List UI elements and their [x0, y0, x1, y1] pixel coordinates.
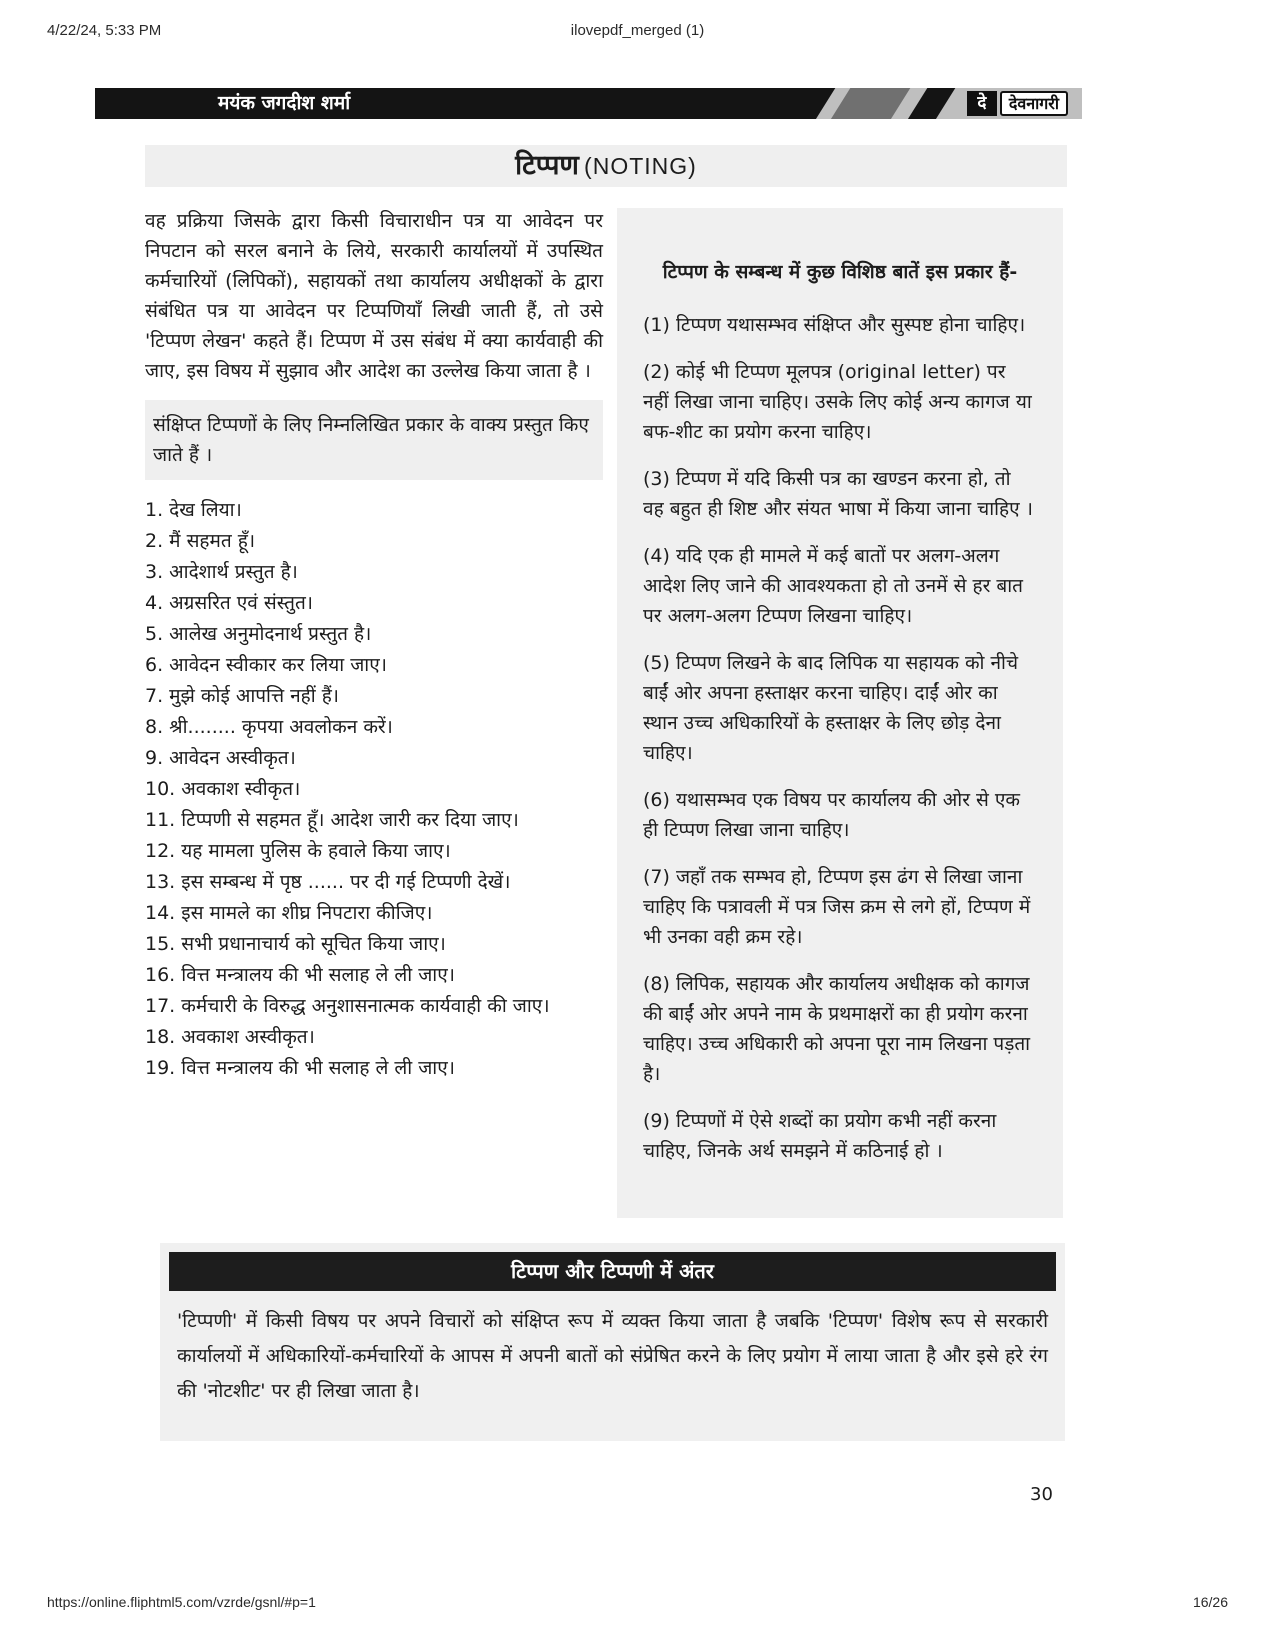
- list-item: 15. सभी प्रधानाचार्य को सूचित किया जाए।: [145, 933, 446, 955]
- difference-box: [160, 1243, 1065, 1441]
- author-name: मयंक जगदीश शर्मा: [218, 92, 351, 114]
- chapter-title-bar: [145, 145, 1067, 187]
- print-document-title: ilovepdf_merged (1): [570, 22, 705, 39]
- special-points-heading: टिप्पण के सम्बन्ध में कुछ विशिष्ठ बातें इस प्रकार हैं-: [662, 261, 1018, 283]
- note-point: (4) यदि एक ही मामले में कई बातों पर अलग-अलग आदेश लिए जाने की आवश्यकता हो तो उनमें से हर बात पर अलग-अलग टिप्पण लिखना चाहिए।: [643, 545, 1024, 627]
- note-point: (6) यथासम्भव एक विषय पर कार्यालय की ओर से एक ही टिप्पण लिखा जाना चाहिए।: [643, 789, 1020, 841]
- note-point: (9) टिप्पणों में ऐसे शब्दों का प्रयोग कभी नहीं करना चाहिए, जिनके अर्थ समझने में कठिनाई हो ।: [643, 1110, 997, 1162]
- intro-paragraph: वह प्रक्रिया जिसके द्वारा किसी विचाराधीन पत्र या आवेदन पर निपटान को सरल बनाने के लिये, सरकारी कार्यालयों में उपस्थित कर्मचारियों (लिपिकों), सहायकों तथा कार्यालय अधीक्षकों के द्वारा संबंधित पत्र या आवेदन पर टिप्पणियाँ लिखी जाती हैं, तो उसे 'टिप्पण लेखन' कहते हैं। टिप्पण में उस संबंध में क्या कार्यवाही की जाए, इस विषय में सुझाव और आदेश का उल्लेख किया जाता है ।: [145, 210, 603, 382]
- brand-bar-gray-stripe: [826, 88, 914, 119]
- devanagari-logo-icon: दे: [967, 91, 997, 116]
- note-point: (3) टिप्पण में यदि किसी पत्र का खण्डन करना हो, तो वह बहुत ही शिष्ट और संयत भाषा में किया जाना चाहिए ।: [643, 468, 1033, 520]
- list-item: 5. आलेख अनुमोदनार्थ प्रस्तुत है।: [145, 623, 372, 645]
- brand-bar-black-stripe: [903, 88, 959, 119]
- brand-bar-black-segment: [95, 88, 839, 119]
- list-item: 6. आवेदन स्वीकार कर लिया जाए।: [145, 654, 387, 676]
- highlighted-lead-in: संक्षिप्त टिप्पणों के लिए निम्नलिखित प्रकार के वाक्य प्रस्तुत किए जाते हैं ।: [145, 400, 603, 480]
- brand-bar: [95, 88, 1082, 119]
- print-footer-page-indicator: 16/26: [1192, 1594, 1228, 1610]
- chapter-title-hindi: टिप्पण: [515, 150, 579, 181]
- example-notes-list: [145, 495, 603, 1084]
- list-item: 7. मुझे कोई आपत्ति नहीं हैं।: [145, 685, 339, 707]
- special-points-box: [617, 208, 1063, 1218]
- devanagari-logo-label: देवनागरी: [1000, 91, 1068, 116]
- chapter-title-english: (NOTING): [584, 153, 697, 179]
- list-item: 17. कर्मचारी के विरुद्ध अनुशासनात्मक कार्यवाही की जाए।: [145, 995, 550, 1017]
- note-point: (1) टिप्पण यथासम्भव संक्षिप्त और सुस्पष्ट होना चाहिए।: [643, 314, 1026, 336]
- devanagari-logo: [967, 91, 1068, 116]
- difference-box-body: 'टिप्पणी' में किसी विषय पर अपने विचारों को संक्षिप्त रूप में व्यक्त किया जाता है जबकि 'टिप्पण' विशेष रूप से सरकारी कार्यालयों में अधिकारियों-कर्मचारियों के आपस में अपनी बातों को संप्रेषित करने के लिए प्रयोग में लाया जाता है और इसे हरे रंग की 'नोटशीट' पर ही लिखा जाता है।: [177, 1310, 1048, 1402]
- list-item: 10. अवकाश स्वीकृत।: [145, 778, 301, 800]
- list-item: 1. देख लिया।: [145, 499, 242, 521]
- list-item: 3. आदेशार्थ प्रस्तुत है।: [145, 561, 298, 583]
- list-item: 16. वित्त मन्त्रालय की भी सलाह ले ली जाए।: [145, 964, 455, 986]
- note-point: (8) लिपिक, सहायक और कार्यालय अधीक्षक को कागज की बाईं ओर अपने नाम के प्रथमाक्षरों का ही प्रयोग करना चाहिए। उच्च अधिकारी को अपना पूरा नाम लिखना पड़ता है।: [643, 973, 1031, 1085]
- print-footer-url: https://online.fliphtml5.com/vzrde/gsnl/#p=1: [47, 1594, 316, 1610]
- print-datetime: 4/22/24, 5:33 PM: [47, 22, 162, 39]
- list-item: 4. अग्रसरित एवं संस्तुत।: [145, 592, 314, 614]
- difference-box-title: टिप्पण और टिप्पणी में अंतर: [169, 1252, 1056, 1291]
- page-number: 30: [1030, 1484, 1053, 1505]
- list-item: 12. यह मामला पुलिस के हवाले किया जाए।: [145, 840, 451, 862]
- note-point: (2) कोई भी टिप्पण मूलपत्र (original letter) पर नहीं लिखा जाना चाहिए। उसके लिए कोई अन्य कागज या बफ-शीट का प्रयोग करना चाहिए।: [643, 361, 1032, 443]
- list-item: 13. इस सम्बन्ध में पृष्ठ ...... पर दी गई टिप्पणी देखें।: [145, 871, 511, 893]
- note-point: (7) जहाँ तक सम्भव हो, टिप्पण इस ढंग से लिखा जाना चाहिए कि पत्रावली में पत्र जिस क्रम से लगे हों, टिप्पण में भी उनका वही क्रम रहे।: [643, 866, 1031, 948]
- list-item: 8. श्री........ कृपया अवलोकन करें।: [145, 716, 393, 738]
- list-item: 9. आवेदन अस्वीकृत।: [145, 747, 296, 769]
- list-item: 14. इस मामले का शीघ्र निपटारा कीजिए।: [145, 902, 433, 924]
- note-point: (5) टिप्पण लिखने के बाद लिपिक या सहायक को नीचे बाईं ओर अपना हस्ताक्षर करना चाहिए। दाईं ओर का स्थान उच्च अधिकारियों के हस्ताक्षर के लिए छोड़ देना चाहिए।: [643, 652, 1019, 764]
- list-item: 18. अवकाश अस्वीकृत।: [145, 1026, 315, 1048]
- left-column: [145, 206, 603, 1084]
- list-item: 11. टिप्पणी से सहमत हूँ। आदेश जारी कर दिया जाए।: [145, 809, 519, 831]
- list-item: 2. मैं सहमत हूँ।: [145, 530, 256, 552]
- list-item: 19. वित्त मन्त्रालय की भी सलाह ले ली जाए।: [145, 1057, 455, 1079]
